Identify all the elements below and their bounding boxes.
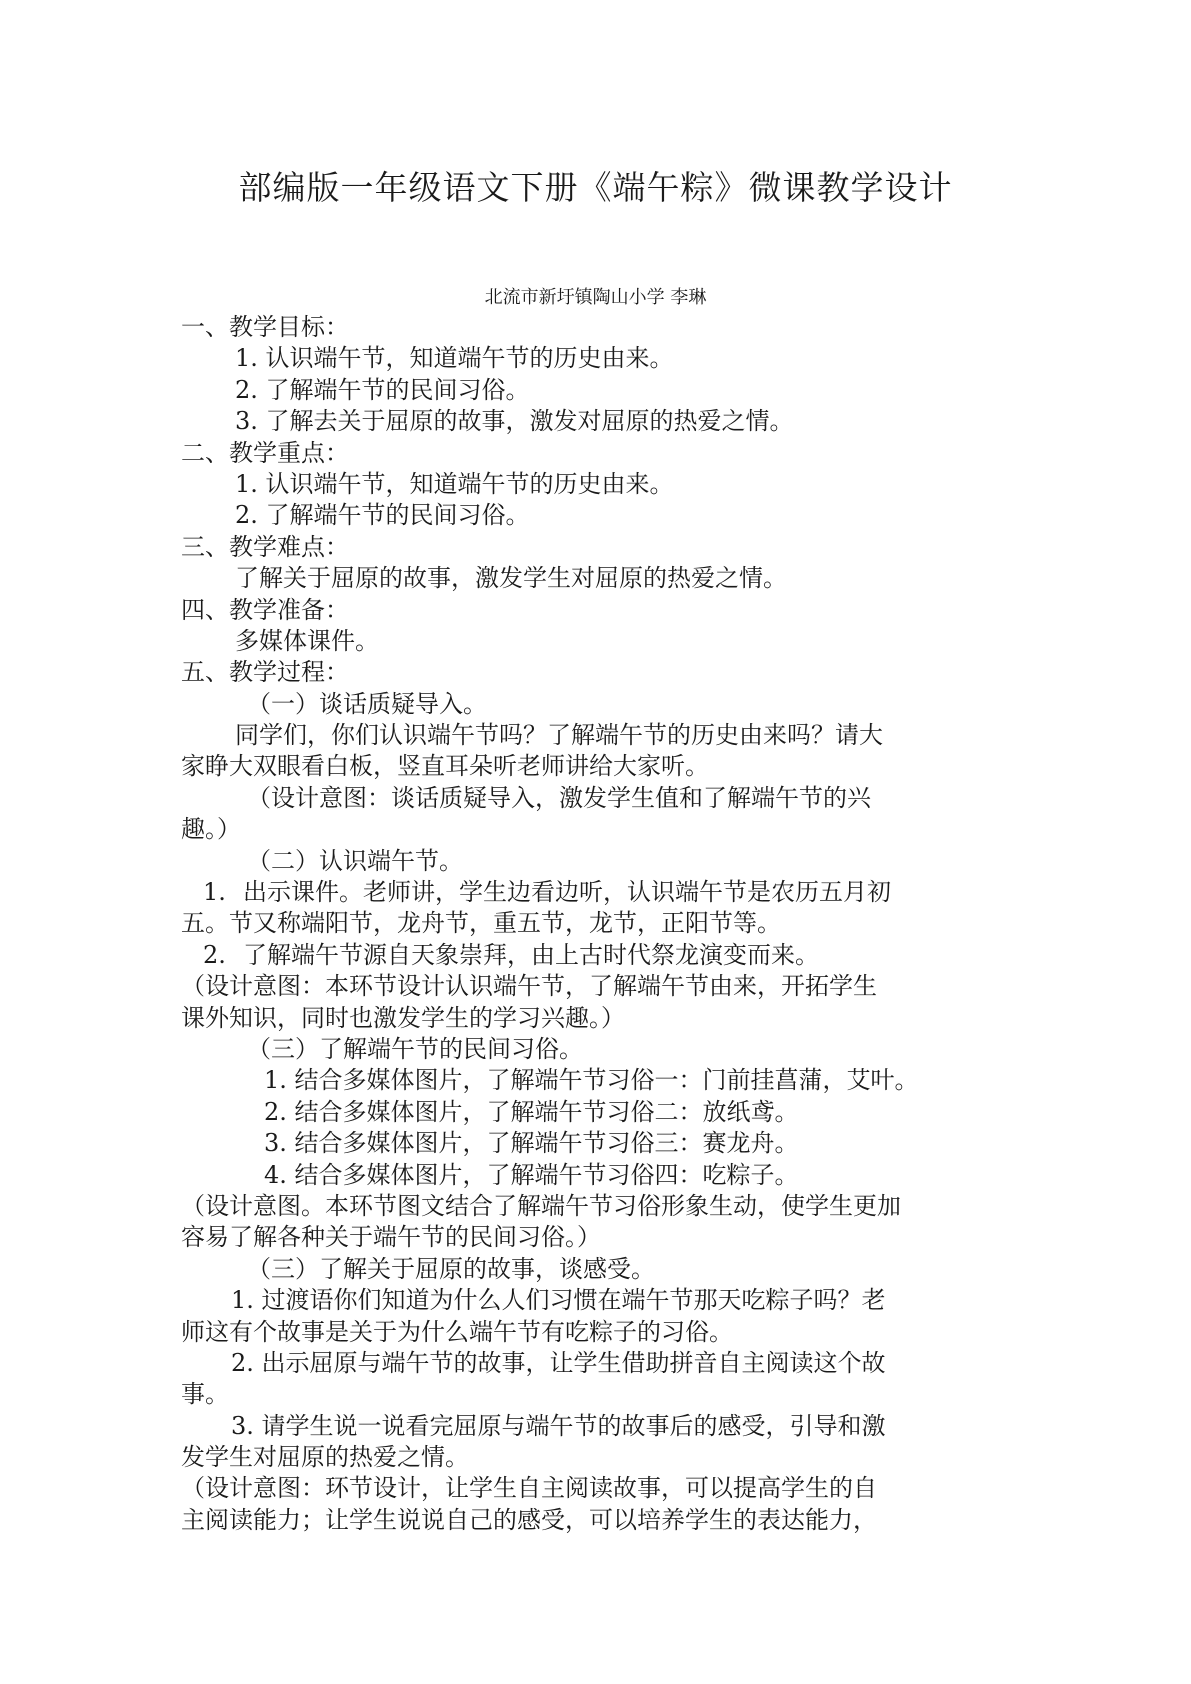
line-text: 3. 了解去关于屈原的故事，激发对屈原的热爱之情。 xyxy=(235,407,794,436)
text-line xyxy=(181,500,1021,531)
line-text: 多媒体课件。 xyxy=(235,626,379,655)
line-text: 趣。） xyxy=(181,815,241,844)
text-line xyxy=(181,751,1021,782)
line-text: 2. 出示屈原与端午节的故事，让学生借助拼音自主阅读这个故 xyxy=(231,1348,886,1377)
text-line xyxy=(181,846,1021,877)
line-text: 2. 了解端午节的民间习俗。 xyxy=(235,375,530,404)
text-line xyxy=(181,1003,1021,1034)
text-line xyxy=(181,1128,1021,1159)
text-line xyxy=(181,312,1021,343)
text-line xyxy=(181,1191,1021,1222)
line-text: 四、教学准备： xyxy=(181,595,349,624)
text-line xyxy=(181,438,1021,469)
line-text: 3. 结合多媒体图片，了解端午节习俗三：赛龙舟。 xyxy=(264,1129,799,1158)
line-text: 1. 认识端午节，知道端午节的历史由来。 xyxy=(235,344,674,373)
text-line xyxy=(181,1285,1021,1316)
line-text: 出示课件。老师讲，学生边看边听，认识端午节是农历五月初 xyxy=(243,878,891,907)
text-line xyxy=(181,1160,1021,1191)
line-text: 4. 结合多媒体图片，了解端午节习俗四：吃粽子。 xyxy=(264,1160,799,1189)
line-text: 3. 请学生说一说看完屈原与端午节的故事后的感受，引导和激 xyxy=(231,1411,886,1440)
line-text: （设计意图：谈话质疑导入，激发学生值和了解端午节的兴 xyxy=(247,783,871,812)
line-text: 1. 认识端午节，知道端午节的历史由来。 xyxy=(235,469,674,498)
list-number: 1. xyxy=(203,878,226,907)
text-line xyxy=(181,1254,1021,1285)
line-text: （设计意图：本环节设计认识端午节，了解端午节由来，开拓学生 xyxy=(181,972,877,1001)
text-line xyxy=(181,1097,1021,1128)
text-line xyxy=(181,1379,1021,1410)
document-body xyxy=(181,312,1021,1536)
text-line xyxy=(181,657,1021,688)
line-text: 家睁大双眼看白板，竖直耳朵听老师讲给大家听。 xyxy=(181,752,709,781)
line-text: 课外知识，同时也激发学生的学习兴趣。） xyxy=(181,1003,625,1032)
author-line: 北流市新圩镇陶山小学 李琳 xyxy=(484,287,707,308)
line-text: 1. 过渡语你们知道为什么人们习惯在端午节那天吃粽子吗？老 xyxy=(231,1286,886,1315)
line-text: 五、教学过程： xyxy=(181,658,349,687)
text-line xyxy=(181,908,1021,939)
text-line xyxy=(181,532,1021,563)
text-line xyxy=(181,375,1021,406)
line-text: （二）认识端午节。 xyxy=(247,846,463,875)
text-line xyxy=(181,1317,1021,1348)
text-line xyxy=(181,406,1021,437)
text-line xyxy=(181,469,1021,500)
line-text: 了解关于屈原的故事，激发学生对屈原的热爱之情。 xyxy=(235,564,787,593)
text-line xyxy=(181,626,1021,657)
line-text: 主阅读能力；让学生说说自己的感受，可以培养学生的表达能力， xyxy=(181,1505,877,1534)
line-text: 一、教学目标： xyxy=(181,313,349,341)
text-line xyxy=(181,783,1021,814)
line-text: 1. 结合多媒体图片，了解端午节习俗一：门前挂菖蒲，艾叶。 xyxy=(264,1066,919,1095)
text-line xyxy=(181,689,1021,720)
text-line xyxy=(181,1473,1021,1504)
line-text: 了解端午节源自天象崇拜，由上古时代祭龙演变而来。 xyxy=(243,940,819,969)
line-text: （设计意图。本环节图文结合了解端午节习俗形象生动，使学生更加 xyxy=(181,1191,901,1220)
line-text: （三）了解端午节的民间习俗。 xyxy=(247,1034,583,1063)
line-text: 2. 了解端午节的民间习俗。 xyxy=(235,501,530,530)
text-line xyxy=(181,1411,1021,1442)
line-text: 容易了解各种关于端午节的民间习俗。） xyxy=(181,1223,601,1252)
line-text: （一）谈话质疑导入。 xyxy=(247,689,487,718)
text-line xyxy=(181,563,1021,594)
text-line xyxy=(181,1034,1021,1065)
line-text: 同学们，你们认识端午节吗？了解端午节的历史由来吗？请大 xyxy=(235,721,883,750)
line-text: 师这有个故事是关于为什么端午节有吃粽子的习俗。 xyxy=(181,1317,733,1346)
document-title: 部编版一年级语文下册《端午粽》微课教学设计 xyxy=(238,168,953,207)
text-line xyxy=(181,1505,1021,1536)
text-line xyxy=(181,971,1021,1002)
text-line xyxy=(181,595,1021,626)
text-line xyxy=(181,1065,1021,1096)
line-text: 五。节又称端阳节，龙舟节，重五节，龙节，正阳节等。 xyxy=(181,909,781,938)
line-text: 2. 结合多媒体图片，了解端午节习俗二：放纸鸢。 xyxy=(264,1097,799,1126)
text-line xyxy=(181,1442,1021,1473)
line-text: 二、教学重点： xyxy=(181,438,349,467)
text-line xyxy=(181,1348,1021,1379)
text-line xyxy=(181,814,1021,845)
text-line xyxy=(181,720,1021,751)
line-text: （设计意图：环节设计，让学生自主阅读故事，可以提高学生的自 xyxy=(181,1474,877,1503)
line-text: 事。 xyxy=(181,1380,229,1409)
line-text: 发学生对屈原的热爱之情。 xyxy=(181,1443,469,1472)
list-number: 2. xyxy=(203,940,226,969)
text-line xyxy=(181,877,1021,908)
text-line xyxy=(181,1222,1021,1253)
text-line xyxy=(181,343,1021,374)
line-text: （三）了解关于屈原的故事，谈感受。 xyxy=(247,1254,655,1283)
line-text: 三、教学难点： xyxy=(181,532,349,561)
text-line xyxy=(181,940,1021,971)
